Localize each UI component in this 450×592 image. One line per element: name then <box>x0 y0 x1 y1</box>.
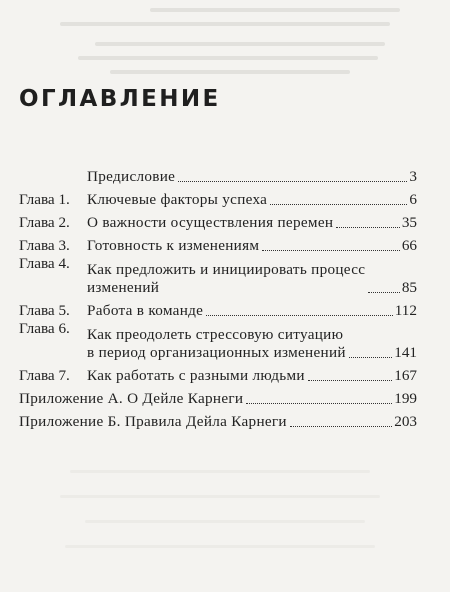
toc-page-number: 85 <box>401 278 417 296</box>
dot-leader <box>206 315 393 316</box>
toc-title: Ключевые факторы успеха <box>87 190 268 208</box>
toc-entry-chapter-2 <box>19 209 417 232</box>
toc-page-number: 6 <box>409 190 417 208</box>
toc-page-number: 141 <box>394 343 417 361</box>
dot-leader <box>290 426 392 427</box>
toc-chapter-label: Глава 3. <box>19 236 70 254</box>
toc-title: Предисловие <box>87 167 176 185</box>
dot-leader <box>246 403 392 404</box>
toc-title: Готовность к изменениям <box>87 236 260 254</box>
dot-leader <box>178 181 407 182</box>
toc-entry-appendix-a <box>19 385 417 408</box>
toc-entry-appendix-b <box>19 408 417 431</box>
toc-title: Приложение Б. Правила Дейла Карнеги <box>19 412 287 430</box>
dot-leader <box>308 380 392 381</box>
toc-entry-chapter-6 <box>19 320 417 362</box>
toc-entry-chapter-7 <box>19 362 417 385</box>
page-title: ОГЛАВЛЕНИЕ <box>19 86 221 112</box>
dot-leader <box>349 357 392 358</box>
toc-page-number: 167 <box>394 366 417 384</box>
toc-entry-chapter-5 <box>19 297 417 320</box>
toc-page-number: 35 <box>401 213 417 231</box>
toc-page-number: 112 <box>394 301 417 319</box>
toc-entry-chapter-1 <box>19 186 417 209</box>
toc-entry-chapter-4 <box>19 255 417 297</box>
toc-entry-preface <box>19 159 417 186</box>
dot-leader <box>336 227 400 228</box>
toc-chapter-label: Глава 6. <box>19 320 70 337</box>
toc-chapter-label: Глава 1. <box>19 190 70 208</box>
toc-title: Как преодолеть стрессовую ситуацию в период организационных изменений <box>87 325 346 361</box>
toc-title: Приложение А. О Дейле Карнеги <box>19 389 244 407</box>
toc-chapter-label: Глава 2. <box>19 213 70 231</box>
dot-leader <box>368 292 400 293</box>
dot-leader <box>270 204 407 205</box>
toc-entry-chapter-3 <box>19 232 417 255</box>
toc-chapter-label: Глава 4. <box>19 255 70 272</box>
toc-page-number: 199 <box>394 389 417 407</box>
toc-title: Как работать с разными людьми <box>87 366 305 384</box>
toc-chapter-label: Глава 5. <box>19 301 70 319</box>
toc-page-number: 3 <box>409 167 417 185</box>
toc-title: О важности осуществления перемен <box>87 213 334 231</box>
bleed-through-top <box>0 0 450 90</box>
toc-page-number: 66 <box>401 236 417 254</box>
toc-title: Работа в команде <box>87 301 204 319</box>
dot-leader <box>262 250 400 251</box>
bleed-through-bottom <box>0 440 450 590</box>
toc-page-number: 203 <box>394 412 417 430</box>
toc-chapter-label: Глава 7. <box>19 366 70 384</box>
table-of-contents <box>19 159 417 431</box>
toc-title: Как предложить и инициировать процесс изменений <box>87 260 366 296</box>
